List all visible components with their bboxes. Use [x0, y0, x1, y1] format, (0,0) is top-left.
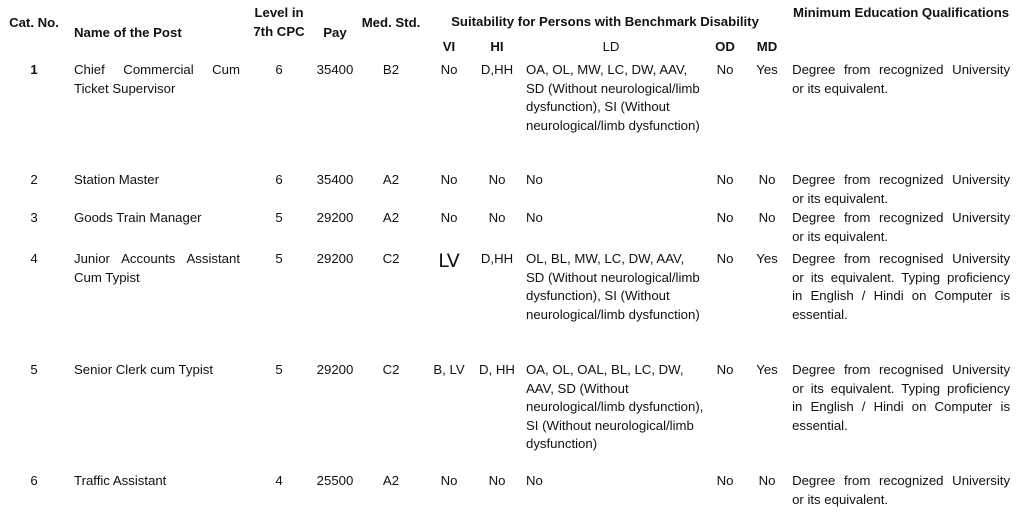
education-cell: Degree from recognized University or its equivalent. [792, 172, 1011, 206]
med-std-cell: A2 [382, 172, 400, 187]
vi-cell [422, 249, 476, 360]
vi-lv-text: LV [438, 250, 460, 272]
cat-no-cell: 4 [30, 251, 38, 266]
table-row [4, 249, 1014, 360]
med-std-cell: B2 [382, 62, 400, 77]
level-cell: 5 [275, 362, 283, 377]
header-med-std: Med. Std. [361, 15, 421, 30]
level-cell: 5 [275, 210, 283, 225]
header-md: MD [756, 38, 778, 54]
pay-cell: 35400 [316, 62, 354, 77]
cat-no-cell: 1 [30, 62, 38, 77]
hi-cell: No [488, 210, 506, 225]
md-cell: No [758, 210, 776, 225]
education-cell: Degree from recognized University or its equivalent. [792, 210, 1011, 244]
education-cell: Degree from recognised University or its equivalent. Typing proficiency in English / Hindi on Computer is essential. [792, 362, 1011, 433]
hi-cell: D, HH [479, 362, 515, 377]
post-name-cell: Goods Train Manager [74, 210, 202, 225]
header-hi: HI [490, 38, 504, 54]
posts-table [4, 4, 1014, 509]
table-row [4, 170, 1014, 208]
header-min-edu: Minimum Education Qualifications [792, 5, 1010, 20]
hi-cell: No [488, 473, 506, 488]
pay-cell: 29200 [316, 251, 354, 266]
od-cell: No [716, 362, 734, 377]
med-std-cell: C2 [382, 362, 400, 377]
table-row [4, 471, 1014, 509]
med-std-cell: A2 [382, 473, 400, 488]
vi-cell: No [440, 172, 458, 187]
pay-cell: 35400 [316, 172, 354, 187]
md-cell: Yes [756, 362, 778, 377]
table-row [4, 60, 1014, 170]
level-cell: 6 [275, 62, 283, 77]
cat-no-cell: 3 [30, 210, 38, 225]
header-pay: Pay [323, 25, 347, 40]
header-vi: VI [442, 38, 456, 54]
post-name-cell: Chief Commercial Cum Ticket Supervisor [74, 62, 240, 96]
level-cell: 4 [275, 473, 283, 488]
ld-cell: OL, BL, MW, LC, DW, AAV, SD (Without neurological/limb dysfunction), SI (Without neurological/limb dysfunction) [526, 251, 700, 322]
ld-cell: OA, OL, MW, LC, DW, AAV, SD (Without neurological/limb dysfunction), SI (Without neurological/limb dysfunction) [526, 62, 700, 133]
vi-cell: No [440, 210, 458, 225]
med-std-cell: C2 [382, 251, 400, 266]
vi-cell: B, LV [433, 362, 465, 377]
post-name-cell: Traffic Assistant [74, 473, 167, 488]
header-suitability: Suitability for Persons with Benchmark Disability [451, 14, 759, 29]
hi-cell: No [488, 172, 506, 187]
od-cell: No [716, 62, 734, 77]
od-cell: No [716, 251, 734, 266]
level-cell: 5 [275, 251, 283, 266]
md-cell: No [758, 473, 776, 488]
pay-cell: 25500 [316, 473, 354, 488]
cat-no-cell: 6 [30, 473, 38, 488]
cat-no-cell: 2 [30, 172, 38, 187]
md-cell: No [758, 172, 776, 187]
education-cell: Degree from recognised University or its equivalent. Typing proficiency in English / Hindi on Computer is essential. [792, 251, 1011, 322]
md-cell: Yes [756, 62, 778, 77]
education-cell: Degree from recognized University or its equivalent. [792, 473, 1011, 507]
hi-cell: D,HH [480, 62, 514, 77]
hi-cell: D,HH [480, 251, 514, 266]
cat-no-cell: 5 [30, 362, 38, 377]
ld-cell: No [526, 210, 543, 225]
education-cell: Degree from recognized University or its equivalent. [792, 62, 1011, 96]
vi-cell: No [440, 62, 458, 77]
od-cell: No [716, 172, 734, 187]
md-cell: Yes [756, 251, 778, 266]
vi-cell: No [440, 473, 458, 488]
post-name-cell: Station Master [74, 172, 160, 187]
level-cell: 6 [275, 172, 283, 187]
post-name-cell: Senior Clerk cum Typist [74, 362, 214, 377]
table-row [4, 208, 1014, 249]
med-std-cell: A2 [382, 210, 400, 225]
header-od: OD [715, 38, 735, 54]
od-cell: No [716, 473, 734, 488]
ld-cell: No [526, 473, 543, 488]
header-name-of-post: Name of the Post [74, 25, 182, 40]
post-name-cell: Junior Accounts Assistant Cum Typist [74, 251, 240, 285]
header-level: Level in 7th CPC [253, 5, 305, 39]
ld-cell: OA, OL, OAL, BL, LC, DW, AAV, SD (Without neurological/limb dysfunction), SI (Without neurological/limb dysfunction) [526, 362, 704, 451]
header-cat-no: Cat. No. [9, 15, 59, 30]
od-cell: No [716, 210, 734, 225]
header-ld: LD [602, 38, 620, 54]
pay-cell: 29200 [316, 210, 354, 225]
table-row [4, 360, 1014, 471]
pay-cell: 29200 [316, 362, 354, 377]
ld-cell: No [526, 172, 543, 187]
